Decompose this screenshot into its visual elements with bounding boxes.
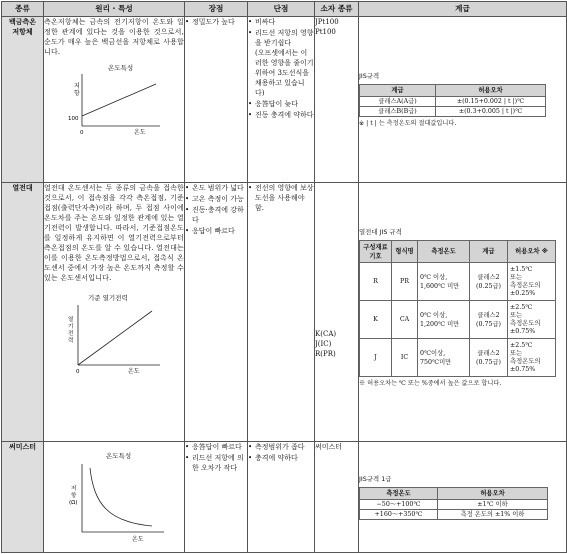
cons-rtd-item: • 응答답이 늦다	[248, 99, 314, 109]
pros-th-item: • 리드선 저항에 의한 오차가 작다	[185, 453, 247, 473]
table-row	[360, 97, 546, 107]
th-x-label: 온도	[132, 536, 144, 543]
rtd-x-tick: 0	[80, 130, 84, 136]
tc-emf-graph	[56, 291, 166, 375]
tc-curve	[78, 311, 152, 365]
pros-tc-item: • 고온 측정이 가능	[185, 194, 247, 204]
table-row	[360, 301, 556, 339]
tc-graph-title: 기준 열기전력	[88, 294, 128, 302]
kind-thermocouple: 열전대	[2, 183, 44, 442]
tc-jis-header: 측정온도	[418, 241, 470, 263]
tc-y-label: 열 기 전 력	[68, 317, 74, 344]
table-row	[360, 107, 546, 117]
rtd-jis-note: ※ | t | 는 측정온도의 절대값입니다.	[359, 120, 457, 127]
tc-jis-note: ※ 허용오차는 ℃ 또는 %중에서 높은 값으로 합니다.	[359, 380, 502, 387]
tc-jis-header: 구성재료 기호	[360, 241, 392, 263]
table-cell: 클래스B(B급)	[360, 107, 436, 117]
table-cell: PR	[392, 263, 418, 301]
table-cell: R	[360, 263, 392, 301]
table-cell: 측정 온도의 ±1% 이하	[438, 510, 548, 520]
spec-thermistor	[359, 442, 567, 553]
table-cell: ±(0.15+0.002 | t |)℃	[436, 97, 546, 107]
rtd-jis-header: 계급	[360, 85, 436, 97]
th-curve	[90, 468, 152, 526]
tc-x-label: 온도	[128, 368, 140, 375]
table-cell: ±2.5℃ 또는 측정온도의 ±0.75%	[508, 339, 556, 377]
header-cons: 단점	[248, 2, 315, 17]
pros-tc-item: • 온도 범위가 넓다	[185, 183, 247, 193]
row-rtd	[2, 17, 567, 183]
table-cell: 0℃이상, 750℃미만	[418, 339, 470, 377]
sensor-comparison-table	[1, 1, 567, 553]
table-cell: IC	[392, 339, 418, 377]
header-element: 소자 종류	[315, 2, 359, 17]
sensor-comparison-document	[1, 1, 567, 553]
row-thermocouple	[2, 183, 567, 442]
table-cell: 0℃ 이상, 1,600℃ 미만	[418, 263, 470, 301]
th-jis-table	[359, 487, 548, 520]
table-cell: 클래스2 (0.25급)	[470, 263, 508, 301]
table-cell: +160～+350℃	[360, 510, 438, 520]
rtd-y-label: 저 항	[74, 83, 80, 97]
cons-th-item: • 충격에 약하다	[248, 453, 314, 463]
table-cell: K	[360, 301, 392, 339]
table-row	[360, 339, 556, 377]
table-cell: 클래스2 (0.75급)	[470, 301, 508, 339]
cons-thermocouple	[248, 183, 315, 442]
spec-thermocouple	[359, 183, 567, 442]
cons-th-item: • 측정범위가 좁다	[248, 442, 314, 452]
header-kind: 종류	[2, 2, 44, 17]
cons-tc-item: • 전선의 영향에 보상 도선을 사용해야 함.	[248, 183, 314, 213]
table-cell: 클래스2 (0.75급)	[470, 339, 508, 377]
element-thermocouple: K(CA) J(IC) R(PR)	[315, 183, 359, 442]
th-y-label: 저 항 (Ω)	[69, 486, 78, 506]
tc-jis-header: 형식명	[392, 241, 418, 263]
tc-jis-table	[359, 240, 556, 377]
pros-rtd-item: • 정밀도가 높다	[185, 17, 247, 27]
th-jis-header: 허용오차	[438, 488, 548, 500]
tc-jis-header: 허용오차 ※	[508, 241, 556, 263]
pros-rtd	[185, 17, 248, 183]
th-temperature-graph	[60, 448, 170, 544]
kind-rtd: 백금측온 저항체	[2, 17, 44, 183]
principle-thermocouple	[44, 183, 185, 442]
pros-tc-item: • 진동·충격에 강하다	[185, 205, 247, 225]
rtd-graph-title: 온도특성	[108, 64, 134, 72]
principle-thermistor	[44, 442, 185, 553]
th-jis-title: JIS규격 1급	[359, 475, 392, 483]
table-cell: ±2.5℃ 또는 측정온도의 ±0.75%	[508, 301, 556, 339]
table-cell: 0℃ 이상, 1,200℃ 미만	[418, 301, 470, 339]
header-pros: 장점	[185, 2, 248, 17]
cons-rtd-item: • 리드선 저항의 영향을 받기쉽다 (오프셋에서는 이러한 영향을 줄이기 위하여 3도선식을 채용하고 있습니다)	[248, 28, 314, 98]
table-row	[360, 263, 556, 301]
table-cell: J	[360, 339, 392, 377]
rtd-jis-header: 허용오차	[436, 85, 546, 97]
th-jis-header: 측정온도	[360, 488, 438, 500]
header-spec: 계급	[359, 2, 567, 17]
rtd-y-tick: 100	[68, 116, 79, 122]
table-cell: CA	[392, 301, 418, 339]
principle-rtd	[44, 17, 185, 183]
rtd-x-label: 온도	[134, 129, 146, 136]
kind-thermistor: 써미스터	[2, 442, 44, 553]
tc-jis-header: 계급	[470, 241, 508, 263]
cons-rtd	[248, 17, 315, 183]
pros-thermocouple	[185, 183, 248, 442]
cons-thermistor	[248, 442, 315, 553]
table-cell: 클래스A(A급)	[360, 97, 436, 107]
pros-tc-item: • 응답이 빠르다	[185, 226, 247, 236]
table-row	[360, 500, 548, 510]
spec-rtd	[359, 17, 567, 183]
table-cell: ±1℃ 이하	[438, 500, 548, 510]
pros-thermistor	[185, 442, 248, 553]
element-rtd: JPt100 Pt100	[315, 17, 359, 183]
pros-th-item: • 응答답이 빠르다	[185, 442, 247, 452]
cons-rtd-item: • 진동 충격에 약하다	[248, 110, 314, 120]
header-principle: 원리 · 특성	[44, 2, 185, 17]
cons-rtd-item: • 비싸다	[248, 17, 314, 27]
tc-jis-title: 열전대 JIS 규격	[359, 228, 402, 236]
th-graph-title: 온도특성	[106, 452, 132, 460]
rtd-jis-title: JIS규격	[359, 72, 380, 80]
table-row	[360, 510, 548, 520]
table-cell: ±1.5℃ 또는 측정온도의 ±0.25%	[508, 263, 556, 301]
rtd-jis-table	[359, 84, 546, 117]
rtd-temperature-graph	[64, 60, 164, 140]
rtd-curve	[82, 84, 156, 116]
table-cell: ±(0.3+0.005 | t |)℃	[436, 107, 546, 117]
principle-text-thermocouple: 열전대 온도센서는 두 종류의 금속을 접속한 것으로서, 이 접속점을 각각 측온접점, 기준접점(출력단자측)이라 하며, 두 접점 사이에 온도차를 주는 온도와 일정한 관계에 있는 열기전력이 발생합니다. 따라서, 기준접점온도를 일정하게 유지하면 이 열기전력으로부터 측온접점의 온도를 알 수 있습니다. 열전대는 이를 이용한 온도측정방법으로서, 접촉식 온도센서 중에서 가장 높은 온도까지 측정할 수 있는 온도센서입니다.	[44, 184, 184, 282]
table-cell: −50～+100℃	[360, 500, 438, 510]
principle-text-rtd: 측온저항체는 금속의 전기저항이 온도와 일정한 관계에 있다는 것을 이용한 것으로서, 순도가 매우 높은 백금선을 저항체로 사용합니다.	[44, 18, 184, 56]
row-thermistor	[2, 442, 567, 553]
header-row	[2, 2, 567, 17]
tc-x-tick: 0	[76, 369, 80, 375]
element-thermistor: 써미스터	[315, 442, 359, 553]
